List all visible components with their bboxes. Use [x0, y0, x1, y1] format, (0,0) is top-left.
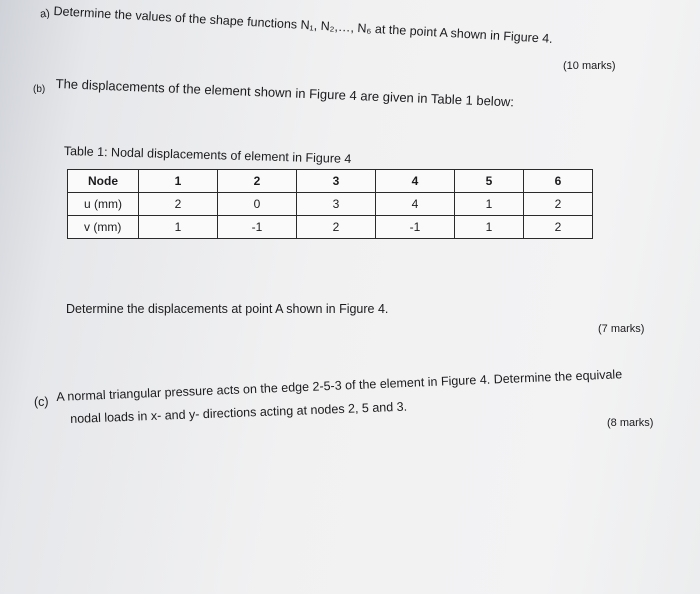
table-cell: 1 [455, 216, 524, 239]
part-c-line-2: nodal loads in x- and y- directions acting at nodes 2, 5 and 3. [70, 399, 408, 426]
part-a-marks: (10 marks) [563, 60, 616, 72]
part-a-label: a) [39, 7, 51, 21]
table-cell: -1 [376, 216, 455, 239]
table-row [68, 216, 593, 239]
table-cell: 1 [455, 193, 524, 216]
nodal-displacement-table [67, 169, 593, 239]
row-label: u (mm) [68, 193, 139, 216]
header-cell: 2 [218, 170, 297, 193]
table-cell: 3 [297, 193, 376, 216]
table-caption: Table 1: Nodal displacements of element in Figure 4 [63, 144, 352, 167]
part-b-question: Determine the displacements at point A shown in Figure 4. [66, 302, 389, 316]
table-cell: 4 [376, 193, 455, 216]
part-b-label: (b) [33, 84, 46, 95]
part-c-line-1: A normal triangular pressure acts on the edge 2-5-3 of the element in Figure 4. Determine the equivale [56, 367, 623, 404]
table-cell: 2 [297, 216, 376, 239]
table-cell: -1 [218, 216, 297, 239]
header-cell: 4 [376, 170, 455, 193]
header-cell: 1 [139, 170, 218, 193]
part-b-intro: The displacements of the element shown in Figure 4 are given in Table 1 below: [55, 76, 515, 110]
table-row [68, 193, 593, 216]
table-cell: 2 [524, 193, 593, 216]
part-c-label: (c) [34, 395, 49, 409]
table-cell: 1 [139, 216, 218, 239]
header-cell: 5 [455, 170, 524, 193]
part-b-marks: (7 marks) [598, 323, 645, 335]
table-cell: 0 [218, 193, 297, 216]
part-a-question: Determine the values of the shape functions N₁, N₂,…, N₆ at the point A shown in Figure 4. [53, 4, 554, 46]
table-header-row [68, 170, 593, 193]
table-cell: 2 [139, 193, 218, 216]
header-cell: 3 [297, 170, 376, 193]
row-label: v (mm) [68, 216, 139, 239]
table-cell: 2 [524, 216, 593, 239]
header-cell: 6 [524, 170, 593, 193]
part-c-marks: (8 marks) [607, 417, 654, 429]
header-cell: Node [68, 170, 139, 193]
